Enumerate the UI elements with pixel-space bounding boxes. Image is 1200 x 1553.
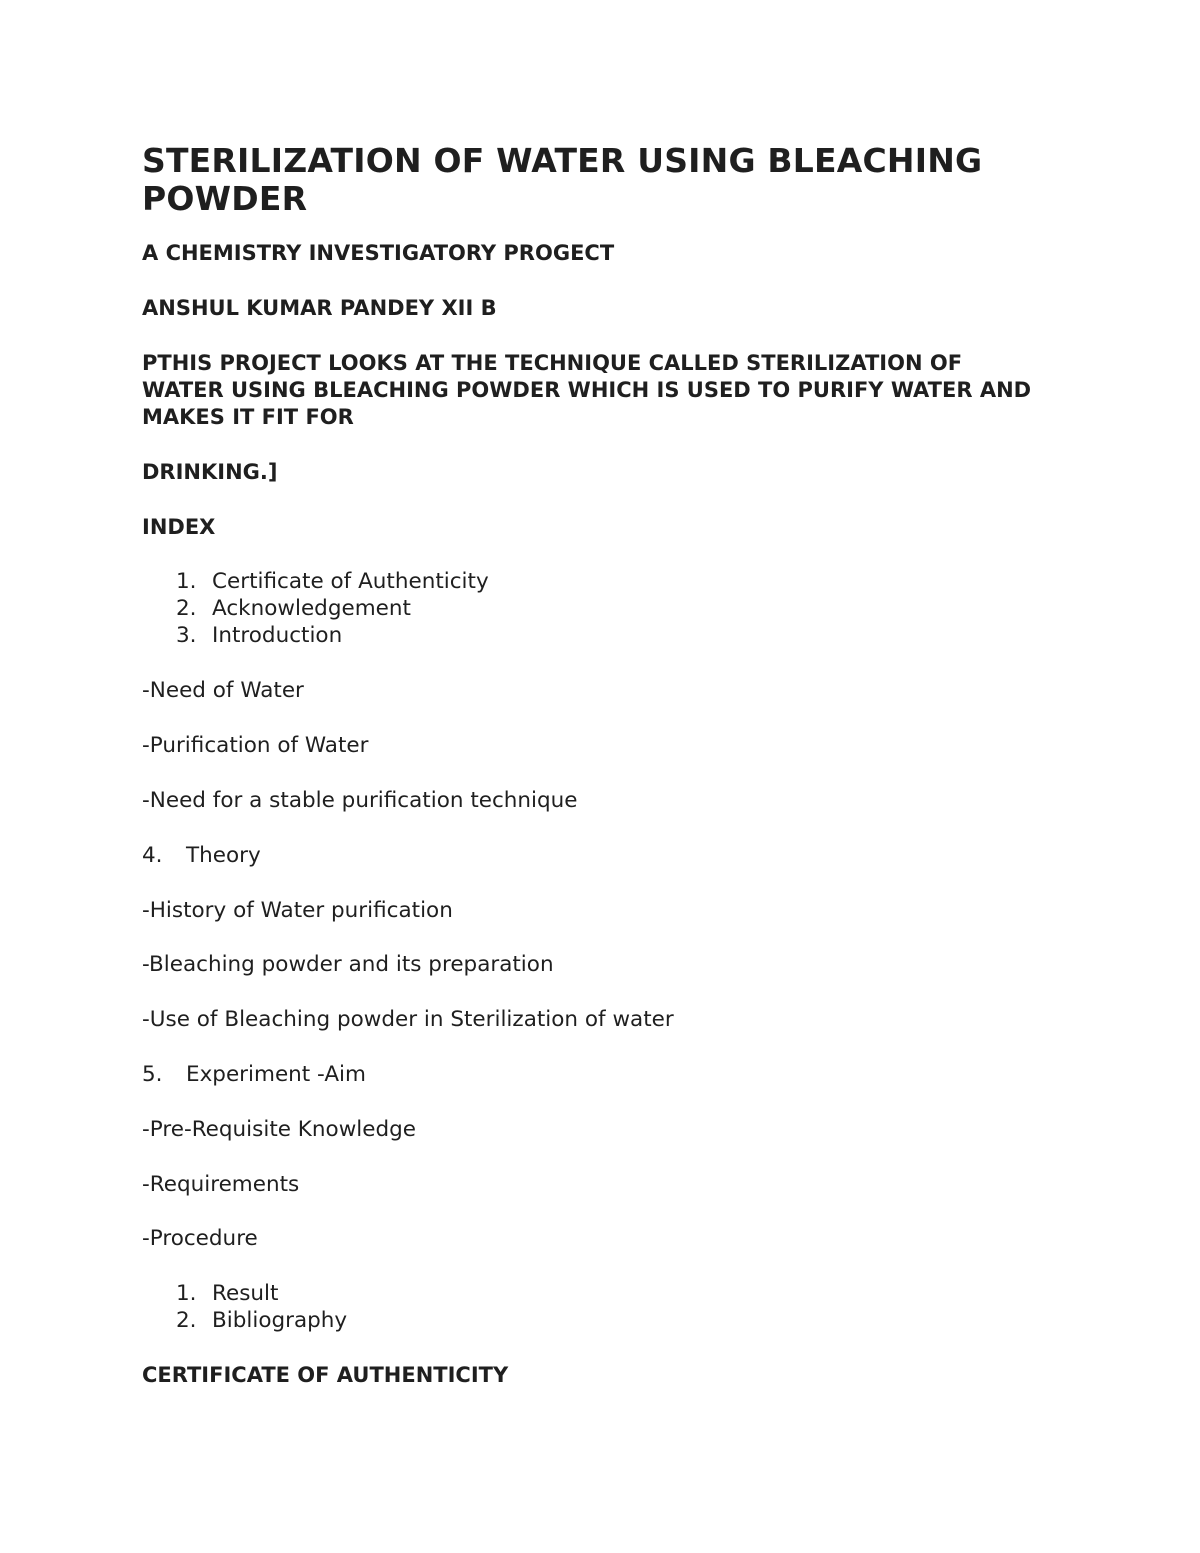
- subitem-requirements: -Requirements: [142, 1172, 300, 1197]
- subitem-stable-purification: -Need for a stable purification technique: [142, 788, 578, 813]
- index-item-experiment: 5. Experiment -Aim: [142, 1062, 366, 1087]
- document-title: STERILIZATION OF WATER USING BLEACHING POWDER: [142, 141, 983, 218]
- subitem-purification-of-water: -Purification of Water: [142, 733, 369, 758]
- list-item: 2. Bibliography: [176, 1308, 348, 1333]
- index-item-theory: 4. Theory: [142, 843, 261, 868]
- list-item: 1. Certificate of Authenticity: [176, 569, 489, 594]
- list-item: 1. Result: [176, 1281, 279, 1306]
- index-list-secondary: [142, 1280, 347, 1334]
- subitem-need-of-water: -Need of Water: [142, 678, 304, 703]
- subitem-bleaching-preparation: -Bleaching powder and its preparation: [142, 952, 554, 977]
- subitem-bleaching-use: -Use of Bleaching powder in Sterilization of water: [142, 1007, 674, 1032]
- abstract-paragraph: PTHIS PROJECT LOOKS AT THE TECHNIQUE CALLED STERILIZATION OF WATER USING BLEACHING POWDER WHICH IS USED TO PURIFY WATER AND MAKES IT FIT FOR: [142, 351, 1032, 429]
- list-item: 2. Acknowledgement: [176, 596, 411, 621]
- subitem-procedure: -Procedure: [142, 1226, 258, 1251]
- index-list-primary: [142, 568, 489, 649]
- author-line: ANSHUL KUMAR PANDEY XII B: [142, 296, 497, 320]
- abstract-paragraph-end: DRINKING.]: [142, 460, 278, 484]
- list-item: 3. Introduction: [176, 623, 343, 648]
- subitem-history: -History of Water purification: [142, 898, 453, 923]
- index-heading: INDEX: [142, 515, 216, 539]
- document-subtitle: A CHEMISTRY INVESTIGATORY PROGECT: [142, 241, 615, 265]
- subitem-prerequisite: -Pre-Requisite Knowledge: [142, 1117, 416, 1142]
- certificate-heading: CERTIFICATE OF AUTHENTICITY: [142, 1363, 509, 1387]
